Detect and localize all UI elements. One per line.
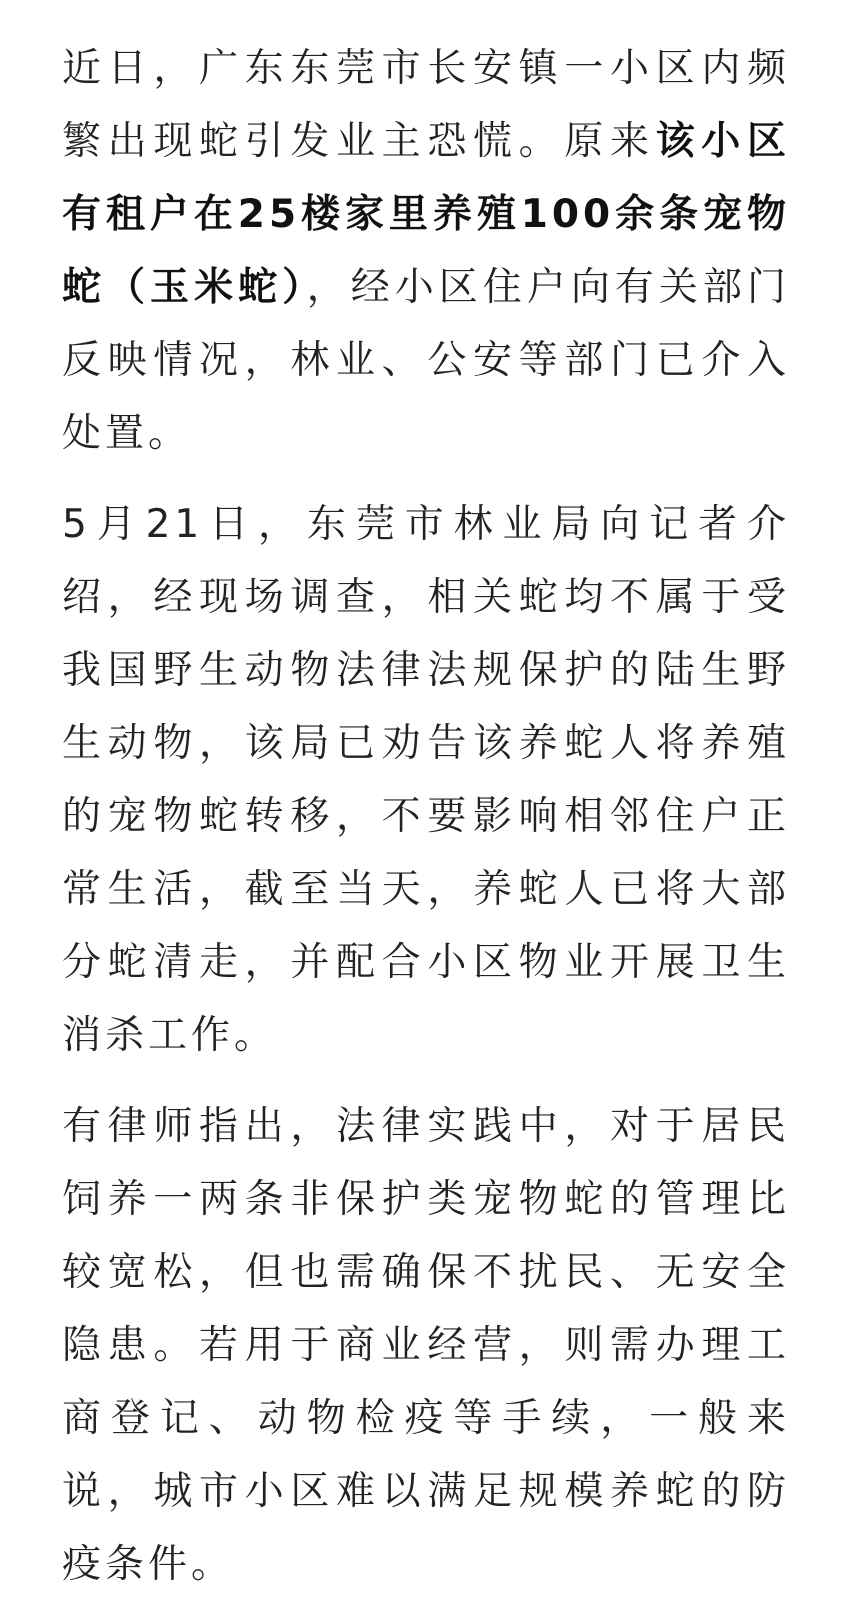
paragraph-3-text: 有律师指出，法律实践中，对于居民饲养一两条非保护类宠物蛇的管理比较宽松，但也需确保不扰民、无安全隐患。若用于商业经营，则需办理工商登记、动物检疫等手续，一般来说，城市小区难以满足规模养蛇的防疫条件。 [62,1104,790,1587]
paragraph-1 [62,32,790,470]
paragraph-2 [62,488,790,1072]
paragraph-1-text: 近日，广东东莞市长安镇一小区内频繁出现蛇引发业主恐慌。原来 [62,46,790,164]
paragraph-2-text: 5月21日，东莞市林业局向记者介绍，经现场调查，相关蛇均不属于受我国野生动物法律法规保护的陆生野生动物，该局已劝告该养蛇人将养殖的宠物蛇转移，不要影响相邻住户正常生活，截至当天，养蛇人已将大部分蛇清走，并配合小区物业开展卫生消杀工作。 [62,502,790,1058]
paragraph-3 [62,1090,790,1601]
paragraph-1-highlight: 该小区有租户在25楼家里养殖100余条宠物蛇（玉米蛇） [62,119,790,310]
article-body [62,32,790,1601]
paragraph-1-text-end: ，经小区住户向有关部门反映情况，林业、公安等部门已介入处置。 [62,265,790,456]
